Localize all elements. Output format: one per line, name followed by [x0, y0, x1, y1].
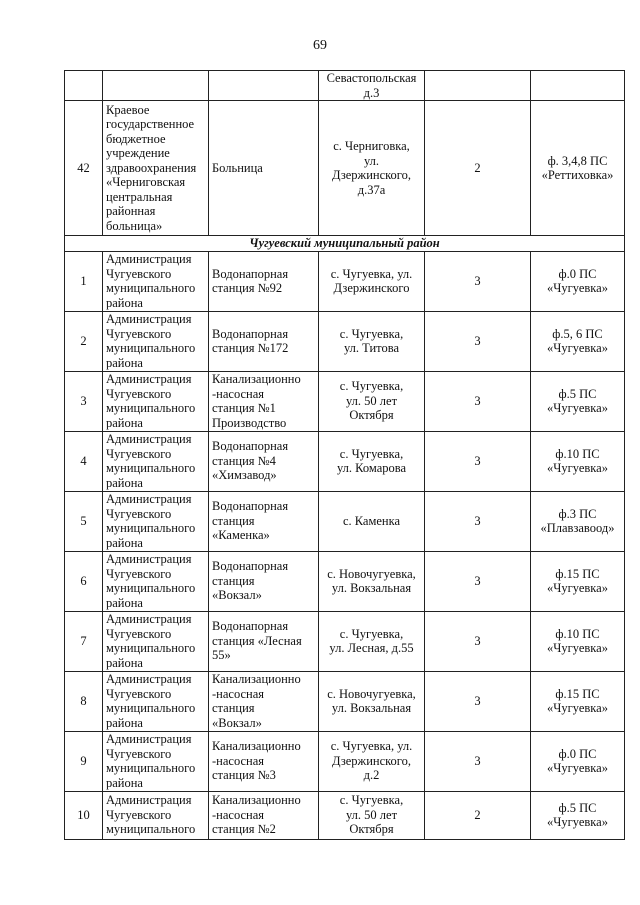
cell-category: 3 [425, 491, 531, 551]
cell-org [103, 71, 209, 101]
registry-table-body [65, 71, 625, 840]
cell-category: 3 [425, 671, 531, 731]
cell-feeder: ф.15 ПС «Чугуевка» [531, 671, 625, 731]
cell-object [209, 71, 319, 101]
cell-category: 3 [425, 371, 531, 431]
cell-address: с. Чугуевка, ул. Комарова [319, 431, 425, 491]
cell-category: 3 [425, 731, 531, 791]
cell-address: с. Новочугуевка, ул. Вокзальная [319, 551, 425, 611]
cell-object: Водонапорная станция №92 [209, 251, 319, 311]
cell-feeder: ф.10 ПС «Чугуевка» [531, 611, 625, 671]
cell-num: 1 [65, 251, 103, 311]
cell-object: Больница [209, 101, 319, 236]
cell-org: Краевое государственное бюджетное учреждение здравоохранения «Черниговская центральная районная больница» [103, 101, 209, 236]
cell-category: 2 [425, 791, 531, 839]
cell-feeder: ф.0 ПС «Чугуевка» [531, 251, 625, 311]
cell-org: Администрация Чугуевского муниципального района [103, 431, 209, 491]
cell-num: 7 [65, 611, 103, 671]
cell-num: 3 [65, 371, 103, 431]
cell-object: Канализационно -насосная станция №3 [209, 731, 319, 791]
table-row [65, 791, 625, 839]
cell-feeder [531, 71, 625, 101]
table-row [65, 671, 625, 731]
cell-org: Администрация Чугуевского муниципального [103, 791, 209, 839]
table-row [65, 431, 625, 491]
cell-object: Водонапорная станция «Лесная 55» [209, 611, 319, 671]
cell-num: 42 [65, 101, 103, 236]
table-row [65, 611, 625, 671]
cell-feeder: ф. 3,4,8 ПС «Реттиховка» [531, 101, 625, 236]
cell-address: с. Черниговка, ул. Дзержинского, д.37а [319, 101, 425, 236]
cell-category: 3 [425, 431, 531, 491]
cell-org: Администрация Чугуевского муниципального района [103, 731, 209, 791]
table-row [65, 731, 625, 791]
table-row [65, 551, 625, 611]
table-row [65, 491, 625, 551]
cell-num: 4 [65, 431, 103, 491]
cell-object: Канализационно -насосная станция №2 [209, 791, 319, 839]
cell-num: 5 [65, 491, 103, 551]
cell-category: 3 [425, 551, 531, 611]
cell-num: 8 [65, 671, 103, 731]
cell-address: с. Чугуевка, ул. 50 лет Октября [319, 791, 425, 839]
cell-org: Администрация Чугуевского муниципального района [103, 671, 209, 731]
page-number: 69 [313, 38, 327, 53]
cell-num: 10 [65, 791, 103, 839]
cell-object: Канализационно -насосная станция «Вокзал» [209, 671, 319, 731]
cell-address: с. Чугуевка, ул. Дзержинского [319, 251, 425, 311]
cell-category [425, 71, 531, 101]
cell-category: 3 [425, 311, 531, 371]
table-row [65, 251, 625, 311]
table-row-42 [65, 101, 625, 236]
district-title: Чугуевский муниципальный район [65, 236, 625, 252]
cell-address: с. Чугуевка, ул. Дзержинского, д.2 [319, 731, 425, 791]
cell-object: Водонапорная станция №4 «Химзавод» [209, 431, 319, 491]
continuation-row [65, 71, 625, 101]
cell-address: с. Чугуевка, ул. 50 лет Октября [319, 371, 425, 431]
cell-category: 2 [425, 101, 531, 236]
cell-org: Администрация Чугуевского муниципального района [103, 551, 209, 611]
cell-org: Администрация Чугуевского муниципального района [103, 251, 209, 311]
cell-category: 3 [425, 611, 531, 671]
cell-object: Водонапорная станция №172 [209, 311, 319, 371]
cell-address: с. Чугуевка, ул. Титова [319, 311, 425, 371]
cell-object: Канализационно -насосная станция №1 Производство [209, 371, 319, 431]
cell-num: 6 [65, 551, 103, 611]
cell-feeder: ф.15 ПС «Чугуевка» [531, 551, 625, 611]
cell-num: 9 [65, 731, 103, 791]
registry-table [64, 70, 625, 840]
table-row [65, 371, 625, 431]
cell-org: Администрация Чугуевского муниципального района [103, 611, 209, 671]
cell-org: Администрация Чугуевского муниципального района [103, 491, 209, 551]
table-row [65, 311, 625, 371]
cell-feeder: ф.5 ПС «Чугуевка» [531, 791, 625, 839]
cell-category: 3 [425, 251, 531, 311]
cell-feeder: ф.5, 6 ПС «Чугуевка» [531, 311, 625, 371]
cell-feeder: ф.5 ПС «Чугуевка» [531, 371, 625, 431]
cell-org: Администрация Чугуевского муниципального района [103, 311, 209, 371]
cell-feeder: ф.10 ПС «Чугуевка» [531, 431, 625, 491]
cell-feeder: ф.0 ПС «Чугуевка» [531, 731, 625, 791]
cell-org: Администрация Чугуевского муниципального района [103, 371, 209, 431]
cell-address: Севастопольская д.3 [319, 71, 425, 101]
cell-address: с. Новочугуевка, ул. Вокзальная [319, 671, 425, 731]
cell-object: Водонапорная станция «Вокзал» [209, 551, 319, 611]
cell-feeder: ф.3 ПС «Плавзавоод» [531, 491, 625, 551]
district-header-row [65, 236, 625, 252]
cell-address: с. Каменка [319, 491, 425, 551]
cell-address: с. Чугуевка, ул. Лесная, д.55 [319, 611, 425, 671]
cell-object: Водонапорная станция «Каменка» [209, 491, 319, 551]
cell-num: 2 [65, 311, 103, 371]
cell-num [65, 71, 103, 101]
